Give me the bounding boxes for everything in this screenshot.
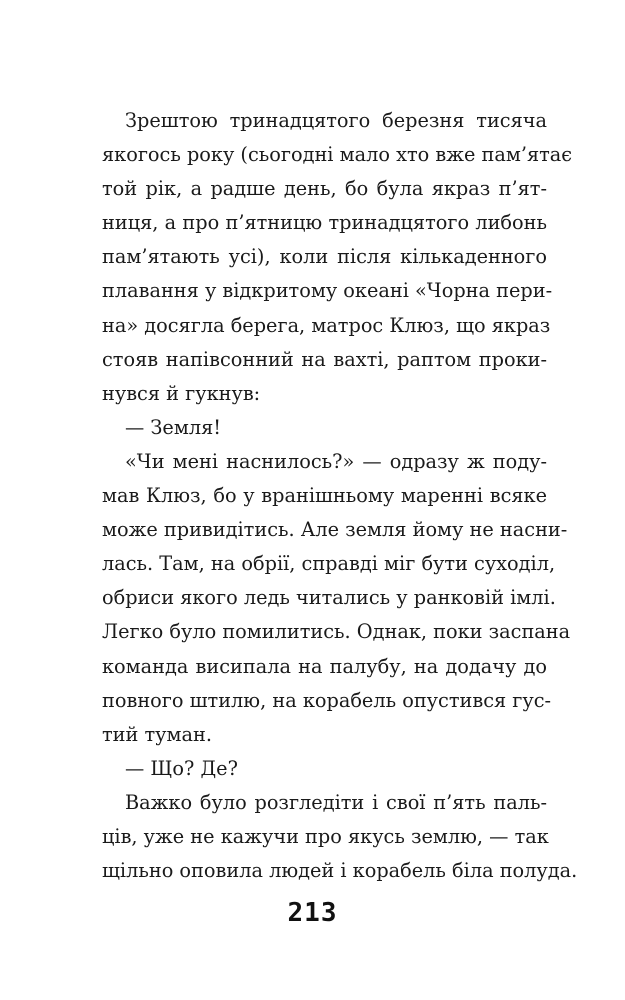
text-line: плавання у відкритому океані «Чорна пери- (102, 279, 553, 303)
page-number: 213 (287, 898, 338, 928)
text-line: нувся й гукнув: (102, 381, 261, 405)
paragraph-2 (102, 411, 547, 445)
text-line: стояв напівсонний на вахті, раптом проки- (102, 347, 547, 371)
text-line: той рік, а радше день, бо була якраз п’ят- (102, 177, 547, 201)
text-line: якогось року (сьогодні мало хто вже пам’ятає (102, 143, 573, 167)
text-line: Важко було розгледіти і свої п’ять паль- (125, 790, 547, 814)
text-line: на» досягла берега, матрос Клюз, що якраз (102, 313, 551, 337)
text-line: пам’ятають усі), коли після кількаденного (102, 245, 547, 269)
text-line: Легко було помилитись. Однак, поки заспана (102, 620, 571, 644)
body-text (102, 104, 578, 888)
text-line: «Чи мені наснилось?» — одразу ж поду- (125, 449, 547, 473)
text-line: щільно оповила людей і корабель біла полуда. (102, 859, 578, 883)
paragraph-4 (102, 752, 547, 786)
text-line: команда висипала на палубу, на додачу до (102, 654, 547, 678)
paragraph-3 (102, 445, 571, 752)
text-line: лась. Там, на обрії, справді міг бути суходіл, (102, 552, 556, 576)
text-line: мав Клюз, бо у вранішньому маренні всяке (102, 484, 547, 508)
text-line: тий туман. (102, 722, 212, 746)
text-line: ців, уже не кажучи про якусь землю, — так (102, 824, 549, 848)
text-line: повного штилю, на корабель опустився гус- (102, 688, 552, 712)
text-line: може привидітись. Але земля йому не насни- (102, 518, 568, 542)
text-line: ниця, а про п’ятницю тринадцятого либонь (102, 211, 547, 235)
paragraph-5 (102, 786, 578, 888)
paragraph-1 (102, 104, 573, 411)
text-line: Зрештою тринадцятого березня тисяча (125, 109, 547, 132)
text-line: обриси якого ледь читались у ранковій імлі. (102, 586, 556, 610)
dialogue-line: — Що? Де? (125, 756, 238, 780)
dialogue-line: — Земля! (125, 415, 221, 439)
